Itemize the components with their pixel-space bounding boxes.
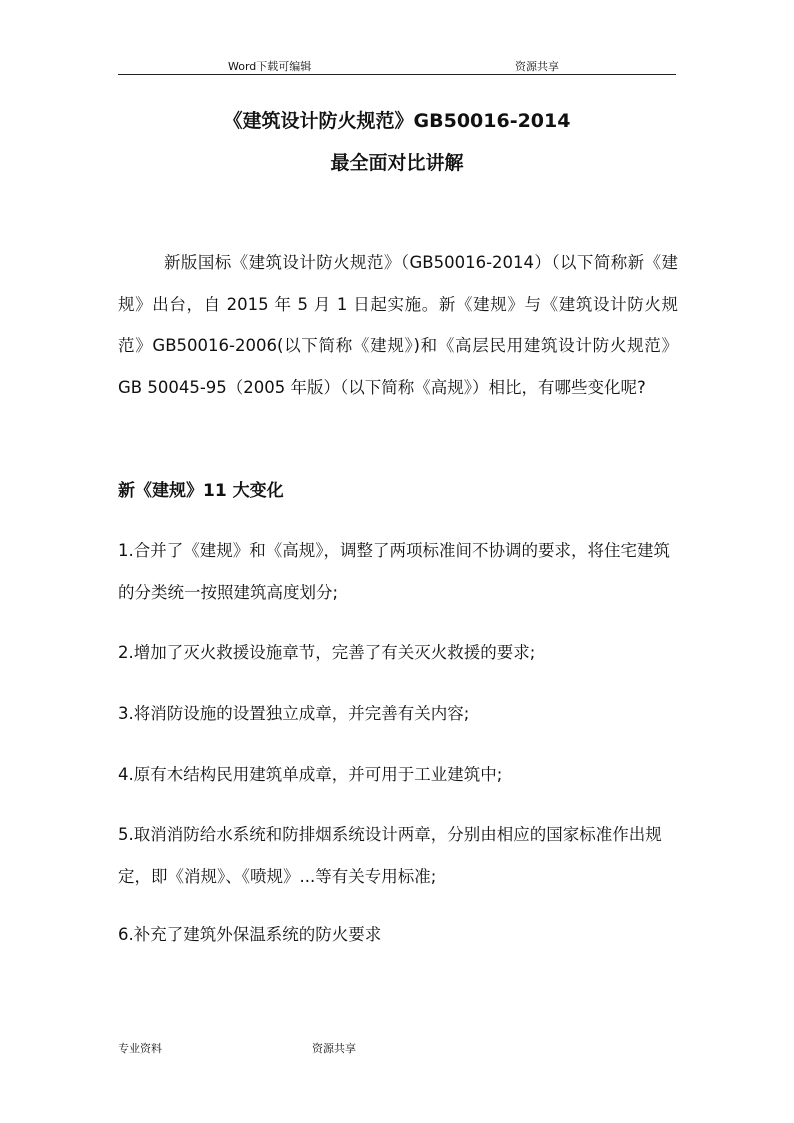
footer-left-text: 专业资料 [118,1042,162,1055]
footer-right-text: 资源共享 [312,1042,356,1055]
list-item-5: 5.取消消防给水系统和防排烟系统设计两章，分别由相应的国家标准作出规定，即《消规》、《喷规》...等有关专用标准; [118,825,662,886]
intro-paragraph: 新版国标《建筑设计防火规范》（GB50016-2014）（以下简称新《建规》出台，自 2015 年 5 月 1 日起实施。新《建规》与《建筑设计防火规范》GB50016-2006(以下简称《建规》)和《高层民用建筑设计防火规范》GB 50045-95（2005 年版）（以下简称《高规》）相比，有哪些变化呢? [118,253,678,397]
list-item-6: 6.补充了建筑外保温系统的防火要求 [118,925,382,944]
document-title: 《建筑设计防火规范》GB50016-2014 [223,110,571,132]
header-left-text: Word下载可编辑 [228,60,312,73]
list-item-4: 4.原有木结构民用建筑单成章，并可用于工业建筑中; [118,765,503,784]
list-item-1: 1.合并了《建规》和《高规》，调整了两项标准间不协调的要求，将住宅建筑的分类统一按照建筑高度划分; [118,541,670,602]
list-item-3: 3.将消防设施的设置独立成章，并完善有关内容; [118,704,470,723]
list-item-2: 2.增加了灭火救援设施章节，完善了有关灭火救援的要求; [118,643,536,662]
document-subtitle: 最全面对比讲解 [330,152,464,174]
page-header [118,52,676,75]
section-heading: 新《建规》11 大变化 [118,481,284,501]
header-right-text: 资源共享 [515,60,559,73]
